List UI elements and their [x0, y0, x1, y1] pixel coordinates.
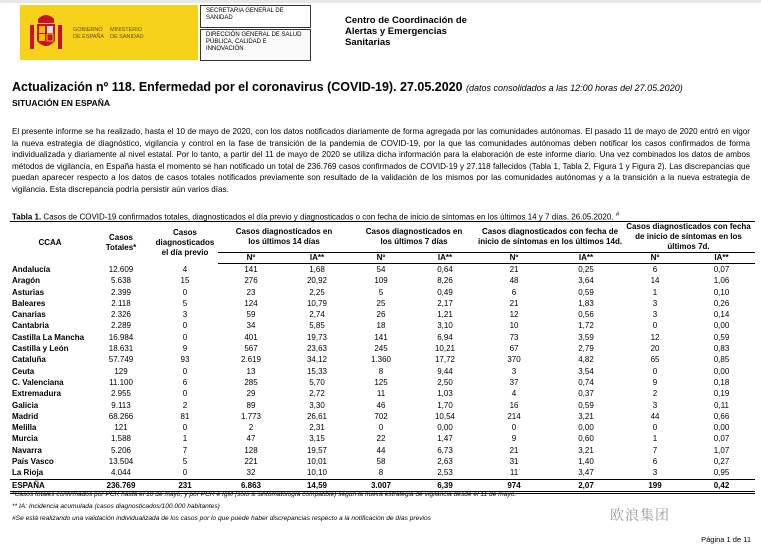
table-row	[10, 320, 755, 331]
table-cell: 5	[182, 457, 188, 467]
region-name: Castilla y León	[12, 344, 69, 354]
table-cell: 0,66	[713, 411, 730, 421]
table-cell: 0	[182, 321, 188, 331]
table-cell: 1,68	[309, 265, 325, 274]
table-row	[10, 388, 755, 399]
table-cell: 1.588	[110, 434, 132, 444]
table-cell: 1,72	[578, 321, 594, 331]
table-cell: 8	[378, 468, 384, 478]
table-row	[10, 400, 755, 411]
footnote: *Casos totales confirmados por PCR hasta el 10 de mayo, y por PCR e IgM (sólo si sintomatología compatible) según la nueva estrategia de vigilancia desde el 11 de mayo.	[12, 491, 517, 498]
region-name: Galicia	[12, 400, 39, 410]
table-cell: 6,94	[437, 332, 453, 342]
table-cell: 1,03	[437, 389, 453, 399]
table-cell: 0,59	[578, 287, 594, 297]
table-row	[10, 354, 755, 365]
table-cell: 401	[244, 332, 258, 342]
table-cell: 3,10	[437, 321, 453, 331]
table-cell: 0,27	[713, 457, 730, 467]
table-cell: 221	[244, 457, 258, 467]
table-cell: 5	[378, 287, 384, 297]
table-cell: 2.289	[110, 321, 132, 331]
table-cell: 2	[248, 423, 254, 433]
table-cell: 0,60	[578, 434, 594, 444]
table-cell: 4,82	[578, 355, 594, 365]
table-cell: 0	[652, 423, 658, 433]
table-row	[10, 343, 755, 354]
table-cell: 1,21	[437, 310, 453, 320]
table-cell: 9	[182, 344, 188, 354]
table-cell: 34,12	[306, 355, 328, 365]
table-cell: 2.118	[111, 298, 131, 308]
table-cell: 22	[376, 434, 386, 444]
region-name: Canarias	[12, 310, 46, 320]
table-cell: 13	[246, 366, 256, 376]
table-cell: 1,06	[713, 276, 730, 286]
table-cell: 0,00	[578, 423, 594, 433]
table-cell: 974	[478, 479, 550, 492]
table-cell: 3,54	[578, 366, 594, 376]
region-name: Baleares	[12, 298, 46, 308]
table-cell: 0,64	[437, 265, 453, 274]
table-cell: 8	[378, 366, 384, 376]
table-cell: 1.360	[370, 355, 392, 365]
table-cell: 21	[509, 265, 519, 274]
table-cell: 276	[244, 276, 258, 286]
table-cell: 141	[374, 332, 388, 342]
table-cell: 67	[509, 344, 519, 354]
table-cell: 2,25	[309, 287, 325, 297]
header-n: Nº	[478, 253, 550, 264]
table-cell: 5	[182, 298, 188, 308]
table-cell: 0,11	[714, 400, 730, 410]
table-cell: 3	[182, 310, 188, 320]
table-cell: 124	[244, 298, 258, 308]
table-cell: 9	[652, 377, 658, 387]
table-cell: 48	[509, 276, 519, 286]
header-ia: IA**	[688, 253, 755, 264]
table-cell: 11	[376, 389, 386, 399]
table-cell: 199	[622, 479, 688, 492]
table-cell: 20,92	[306, 276, 328, 286]
region-name: País Vasco	[12, 457, 54, 467]
secretaria-box: SECRETARIA GENERAL DE SANIDAD	[200, 5, 311, 28]
header-ia: IA**	[284, 253, 350, 264]
table-cell: 11	[509, 468, 519, 478]
table-cell: 1	[652, 434, 658, 444]
table-cell: 16	[509, 400, 519, 410]
header-n: Nº	[350, 253, 412, 264]
table-cell: 0,18	[713, 377, 730, 387]
table-cell: 0	[182, 366, 188, 376]
table-cell: 29	[246, 389, 256, 399]
table-cell: 3,15	[309, 434, 325, 444]
table-cell: 93	[180, 355, 190, 365]
table-cell: 6	[652, 457, 658, 467]
table-cell: 18.631	[108, 344, 134, 354]
table-cell: 141	[244, 265, 258, 274]
table-cell: 5.206	[110, 445, 132, 455]
table-cell: 16.984	[108, 332, 134, 342]
table-cell: 236.769	[90, 479, 152, 492]
table-cell: 9.113	[111, 400, 131, 410]
watermark: 欧浪集团	[610, 507, 670, 523]
table-row	[10, 433, 755, 444]
table-cell: 32	[246, 468, 256, 478]
table-cell: 68.266	[108, 411, 134, 421]
table-cell: 4.044	[110, 468, 132, 478]
table-cell: 3,47	[578, 468, 594, 478]
table-cell: 214	[507, 411, 521, 421]
table-cell: 3	[652, 298, 658, 308]
table-cell: 37	[509, 377, 519, 387]
table-row	[10, 275, 755, 286]
table-cell: 2,53	[437, 468, 453, 478]
region-name: La Rioja	[12, 468, 44, 478]
table-cell: 2,31	[309, 423, 325, 433]
table-cell: 3	[652, 468, 658, 478]
table-cell: 285	[244, 377, 258, 387]
table-row	[10, 309, 755, 320]
table-cell: 0,37	[578, 389, 594, 399]
table-cell: 231	[152, 479, 218, 492]
table-cell: 3	[652, 400, 658, 410]
region-name: Melilla	[12, 423, 37, 433]
table-cell: 34	[246, 321, 256, 331]
table-cell: 8,26	[437, 276, 453, 286]
table-cell: 21	[509, 445, 519, 455]
table-cell: 0,74	[578, 377, 594, 387]
centro-title	[345, 15, 467, 48]
table-cell: 2,63	[437, 457, 453, 467]
table-cell: 0,42	[688, 479, 755, 492]
ministerio-label: MINISTERIO DE SANIDAD	[110, 27, 144, 40]
table-cell: 2	[652, 389, 658, 399]
table-cell: 1,70	[437, 400, 453, 410]
table-cell: 20	[650, 344, 660, 354]
table-cell: 9,44	[437, 366, 453, 376]
table-cell: 567	[244, 344, 258, 354]
table-cell: 121	[114, 423, 128, 433]
table-cell: 0,49	[437, 287, 453, 297]
table-cell: 0,00	[713, 366, 730, 376]
table-cell: 0,10	[713, 287, 730, 297]
table-cell: 0,14	[713, 310, 730, 320]
title-note: (datos consolidados a las 12:00 horas del 27.05.2020)	[466, 83, 683, 93]
gobierno-label: GOBIERNO DE ESPAÑA	[73, 27, 105, 40]
table-row	[10, 377, 755, 388]
table-row	[10, 445, 755, 456]
table-cell: 0,00	[437, 423, 453, 433]
table-row	[10, 366, 755, 377]
region-name: Andalucía	[12, 264, 51, 274]
table-cell: 15	[180, 276, 190, 286]
table-cell: 3,64	[578, 276, 594, 286]
header-sint-14d: Casos diagnosticados con fecha de inicio de síntomas en los últimos 14d.	[478, 222, 622, 253]
region-name: Asturias	[12, 287, 45, 297]
table-cell: 47	[246, 434, 256, 444]
page-number: Página 1 de 11	[701, 535, 751, 544]
table-cell: 21	[509, 298, 519, 308]
table-cell: 0,25	[578, 265, 594, 274]
table-cell: 6	[511, 287, 517, 297]
table-cell: 65	[650, 355, 660, 365]
table-cell: 11.100	[109, 377, 133, 387]
table-row	[10, 298, 755, 309]
table-cell: 23	[246, 287, 256, 297]
table-cell: 2,17	[437, 298, 453, 308]
table-cell: 3,21	[578, 411, 594, 421]
region-name: Aragón	[12, 276, 40, 286]
table-cell: 44	[650, 411, 660, 421]
table-cell: 1.773	[240, 411, 262, 421]
table-row	[10, 422, 755, 433]
header-14d: Casos diagnosticados en los últimos 14 días	[218, 222, 350, 253]
header-sint-7d: Casos diagnosticados con fecha de inicio de síntomas en los últimos 7d.	[622, 222, 755, 253]
table-cell: 3	[652, 310, 658, 320]
region-name: Cataluña	[12, 355, 46, 365]
header-ia: IA**	[412, 253, 478, 264]
table-cell: 0	[652, 366, 658, 376]
table-cell: 10,54	[434, 411, 456, 421]
table-cell: 0,00	[713, 321, 730, 331]
table-cell: 9	[511, 434, 517, 444]
region-name: Murcia	[12, 434, 38, 444]
table-cell: 15,33	[306, 366, 328, 376]
table-cell: 1,07	[713, 445, 730, 455]
table-cell: 5,85	[309, 321, 325, 331]
caption-text: Casos de COVID-19 confirmados totales, diagnosticados el día previo y diagnosticados o con fecha de inicio de síntomas en los últimos 14 y 7 días. 26.05.2020.	[41, 212, 616, 222]
region-name: Madrid	[12, 411, 39, 421]
table-cell: 7	[652, 445, 658, 455]
table-cell: 6,39	[412, 479, 478, 492]
section-title: SITUACIÓN EN ESPAÑA	[12, 98, 111, 108]
table-cell: 3,21	[578, 445, 594, 455]
coat-of-arms-icon	[30, 11, 62, 55]
table-cell: 1,47	[437, 434, 453, 444]
table-cell: 73	[509, 332, 519, 342]
covid-cases-table	[10, 221, 755, 494]
table-cell: 4	[182, 264, 188, 274]
header-n: Nº	[218, 253, 284, 264]
table-cell: 10,79	[306, 298, 328, 308]
table-cell: 0	[378, 423, 384, 433]
table-cell: 0	[511, 423, 517, 433]
top-border	[0, 0, 761, 3]
intro-paragraph: El presente informe se ha realizado, hasta el 10 de mayo de 2020, con los datos notificados diariamente de forma agregada por las comunidades autónomas. El pasado 11 de mayo de 2020 entró en vigor la nueva estrategia de diagnóstico, vigilancia y control en la fase de transición de la pandemia de COVID-19, por la que las comunidades autónomas deben notificar los casos confirmados de forma individualizada y diariamente al nivel estatal. Por lo tanto, a partir del 11 de mayo de 2020 se utiliza dicha información para la elaboración de este informe diario. Una vez combinados los datos de ambos métodos de vigilancia, en España hasta el momento se han notificado un total de 236.769 casos confirmados de COVID-19 y 27.118 fallecidos (Tabla 1, Tabla 2, Figura 1 y Figura 2). Las discrepancias que puedan aparecer respecto a los datos de casos totales notificados previamente son resultado de la validación de los mismos por las comunidades autónomas y a la transición a la nueva estrategia de vigilancia. Esta discrepancia podría persistir aún varios días.	[12, 127, 750, 194]
footnote: #Se está realizando una validación individualizada de los casos por lo que puede haber discrepancias respecto a la notificación de días previos	[12, 515, 431, 522]
table-cell: 0,07	[713, 434, 730, 444]
caption-label: Tabla 1.	[12, 212, 42, 222]
table-cell: 3,59	[578, 332, 594, 342]
table-cell: 0,00	[713, 423, 730, 433]
table-cell: 5.638	[110, 276, 132, 286]
table-cell: 17,72	[434, 355, 456, 365]
table-cell: 3.007	[350, 479, 412, 492]
table-cell: 59	[246, 310, 256, 320]
table-cell: 1	[182, 434, 188, 444]
table-cell: 2,74	[309, 310, 325, 320]
table-cell: 54	[376, 265, 386, 274]
region-name: Extremadura	[12, 389, 61, 399]
table-cell: 1,83	[578, 298, 594, 308]
table-cell: 2.955	[110, 389, 132, 399]
table-cell: 2	[182, 400, 188, 410]
header-7d: Casos diagnosticados en los últimos 7 días	[350, 222, 478, 253]
table-cell: 4	[511, 389, 517, 399]
table-cell: 0,59	[713, 332, 730, 342]
table-cell: 129	[114, 366, 128, 376]
table-cell: 89	[246, 400, 256, 410]
page-title	[12, 80, 683, 94]
table-cell: 0,26	[713, 298, 730, 308]
title-text: Actualización nº 118. Enfermedad por el coronavirus (COVID-19). 27.05.2020	[12, 80, 463, 94]
government-logo	[20, 5, 198, 60]
table-row	[10, 332, 755, 343]
table-cell: 5,70	[309, 377, 325, 387]
table-cell: 0,95	[713, 468, 730, 478]
table-cell: 109	[374, 276, 388, 286]
table-row	[10, 264, 755, 276]
table-cell: 2,72	[309, 389, 325, 399]
table-cell: 19,73	[306, 332, 328, 342]
header-previo: Casos diagnosticados el día previo	[155, 227, 215, 257]
table-cell: 0,19	[713, 389, 730, 399]
table-cell: 0,56	[578, 310, 594, 320]
table-cell: 14,59	[284, 479, 350, 492]
table-cell: 26,61	[306, 411, 328, 421]
centro-line: Centro de Coordinación de	[345, 15, 467, 26]
centro-line: Sanitarias	[345, 37, 391, 48]
table-cell: 0	[652, 321, 658, 331]
table-cell: 58	[376, 457, 386, 467]
table-cell: 6.863	[218, 479, 284, 492]
table-cell: 7	[182, 445, 188, 455]
table-cell: 128	[244, 445, 258, 455]
table-cell: 2.399	[110, 287, 132, 297]
region-name: Navarra	[12, 445, 42, 455]
table-cell: 6	[182, 377, 188, 387]
table-cell: 0	[182, 389, 188, 399]
region-name: Cantabria	[12, 321, 49, 331]
table-cell: 2,50	[437, 377, 453, 387]
table-cell: 14	[650, 276, 660, 286]
table-row	[10, 287, 755, 298]
table-cell: 44	[376, 445, 386, 455]
region-name: C. Valenciana	[12, 377, 64, 387]
table-cell: 12	[650, 332, 660, 342]
table-cell: 57.749	[108, 355, 134, 365]
table-cell: 0	[182, 468, 188, 478]
table-cell: 0	[182, 332, 188, 342]
table-cell: 0,59	[578, 400, 594, 410]
table-cell: 0,85	[713, 355, 730, 365]
table-row	[10, 456, 755, 467]
centro-line: Alertas y Emergencias	[345, 26, 447, 37]
table-cell: 10	[509, 321, 519, 331]
table-cell: 46	[376, 400, 386, 410]
table-cell: 31	[509, 457, 519, 467]
table-cell: 2.326	[110, 310, 132, 320]
table-cell: 0	[182, 287, 188, 297]
table-cell: 12	[509, 310, 519, 320]
table-body	[10, 264, 755, 493]
table-cell: 3,30	[309, 400, 325, 410]
table-cell: 10,10	[306, 468, 328, 478]
footnote: ** IA: Incidencia acumulada (casos diagnosticados/100.000 habitantes)	[12, 503, 220, 510]
table-cell: 25	[376, 298, 386, 308]
table-cell: 0,83	[713, 344, 730, 354]
caption-mark: #	[615, 211, 620, 218]
table-cell: 18	[376, 321, 386, 331]
table-cell: 10,21	[434, 344, 456, 354]
table-cell: 6	[652, 265, 658, 274]
region-name: Castilla La Mancha	[12, 332, 85, 342]
table-cell: 26	[376, 310, 386, 320]
table-cell: 2,79	[578, 344, 594, 354]
table-cell: 6,73	[437, 445, 453, 455]
table-cell: 19,57	[306, 445, 328, 455]
region-name: ESPAÑA	[10, 479, 90, 492]
table-cell: 702	[374, 411, 388, 421]
table-cell: 3	[511, 366, 517, 376]
table-cell: 125	[374, 377, 388, 387]
table-cell: 0	[182, 423, 188, 433]
table-cell: 81	[180, 411, 190, 421]
table-cell: 13.504	[108, 457, 134, 467]
table-cell: 1	[652, 287, 658, 297]
header-ia: IA**	[550, 253, 622, 264]
header-n: Nº	[622, 253, 688, 264]
table-cell: 2.619	[240, 355, 262, 365]
table-cell: 23,63	[306, 344, 328, 354]
table-row	[10, 467, 755, 479]
table-cell: 0,07	[713, 265, 730, 274]
table-row	[10, 411, 755, 422]
region-name: Ceuta	[12, 366, 35, 376]
table-cell: 12.609	[108, 264, 134, 274]
table-cell: 245	[374, 344, 388, 354]
header-totales: Casos Totales*	[105, 232, 137, 252]
table-cell: 10,01	[306, 457, 328, 467]
table-cell: 2,07	[550, 479, 622, 492]
header-ccaa: CCAA	[38, 237, 62, 247]
table-cell: 370	[507, 355, 521, 365]
direccion-box: DIRECCIÓN GENERAL DE SALUD PÚBLICA, CALIDAD E INNOVACIÓN	[200, 29, 311, 61]
table-cell: 1,40	[578, 457, 594, 467]
